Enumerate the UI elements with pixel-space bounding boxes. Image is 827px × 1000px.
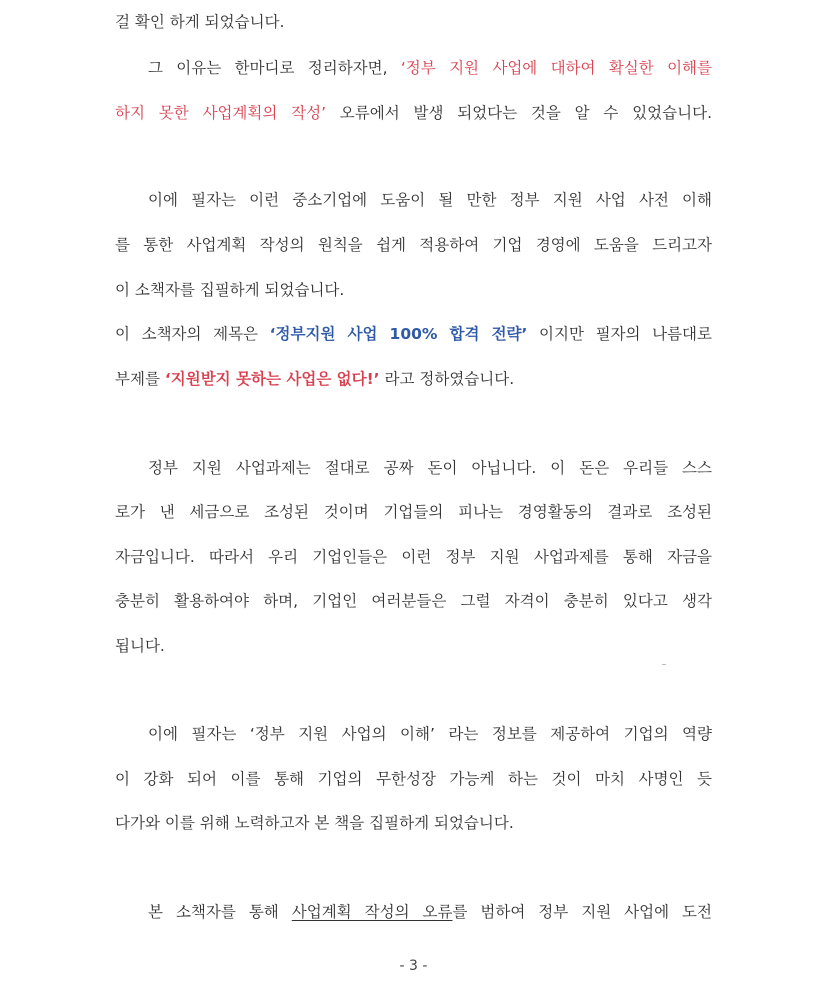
- text-line: [115, 811, 712, 835]
- scan-speck: [662, 664, 666, 665]
- text-line: [115, 367, 712, 391]
- text-segment: 이지만 필자의 나름대로: [527, 325, 712, 343]
- text-segment: 이 소책자의 제목은: [115, 325, 270, 343]
- text-line: [115, 634, 712, 658]
- text-segment: 오류에서 발생 되었다는 것을 알 수 있었습니다.: [326, 104, 712, 122]
- text-segment: 로가 낸 세금으로 조성된 것이며 기업들의 피나는 경영활동의 결과로 조성된: [115, 503, 712, 521]
- text-segment: 충분히 활용하여야 하며, 기업인 여러분들은 그럴 자격이 충분히 있다고 생각: [115, 592, 712, 610]
- text-line: [148, 56, 712, 80]
- text-segment: 를 범하여 정부 지원 사업에 도전: [452, 903, 712, 921]
- text-segment: ‘정부지원 사업 100% 합격 전략’: [269, 325, 528, 343]
- text-line: [148, 900, 712, 924]
- text-line: [115, 545, 712, 569]
- text-segment: 이에 필자는 이런 중소기업에 도움이 될 만한 정부 지원 사업 사전 이해: [148, 191, 712, 209]
- text-line: [115, 278, 712, 302]
- text-segment: 하지 못한 사업계획의 작성’: [115, 104, 327, 122]
- text-line: [115, 322, 712, 346]
- text-segment: ‘지원받지 못하는 사업은 없다!’: [164, 370, 380, 388]
- text-segment: 이에 필자는 ‘정부 지원 사업의 이해’ 라는 정보를 제공하여 기업의 역량: [148, 725, 712, 743]
- text-segment: 자금입니다. 따라서 우리 기업인들은 이런 정부 지원 사업과제를 통해 자금을: [115, 548, 712, 566]
- text-line: [148, 456, 712, 480]
- text-line: [115, 10, 712, 34]
- text-segment: 사업계획 작성의 오류: [291, 903, 453, 921]
- text-line: [115, 500, 712, 524]
- text-segment: 이 강화 되어 이를 통해 기업의 무한성장 가능케 하는 것이 마치 사명인 듯: [115, 770, 712, 788]
- text-line: [115, 233, 712, 257]
- text-segment: 를 통한 사업계획 작성의 원칙을 쉽게 적용하여 기업 경영에 도움을 드리고자: [115, 236, 712, 254]
- text-segment: 라고 정하였습니다.: [379, 370, 515, 388]
- text-line: [115, 589, 712, 613]
- text-segment: 본 소책자를 통해: [148, 903, 292, 921]
- text-segment: 부제를: [115, 370, 165, 388]
- text-segment: ‘정부 지원 사업에 대하여 확실한 이해를: [400, 59, 712, 77]
- text-segment: 됩니다.: [115, 637, 165, 655]
- text-line: [148, 188, 712, 212]
- text-line: [115, 101, 712, 125]
- text-line: [115, 767, 712, 791]
- text-segment: 그 이유는 한마디로 정리하자면,: [148, 59, 401, 77]
- text-line: [148, 722, 712, 746]
- text-segment: 걸 확인 하게 되었습니다.: [115, 13, 285, 31]
- text-segment: 다가와 이를 위해 노력하고자 본 책을 집필하게 되었습니다.: [115, 814, 514, 832]
- text-segment: 정부 지원 사업과제는 절대로 공짜 돈이 아닙니다. 이 돈은 우리들 스스: [148, 459, 712, 477]
- page-number: - 3 -: [399, 958, 428, 974]
- text-segment: 이 소책자를 집필하게 되었습니다.: [115, 281, 345, 299]
